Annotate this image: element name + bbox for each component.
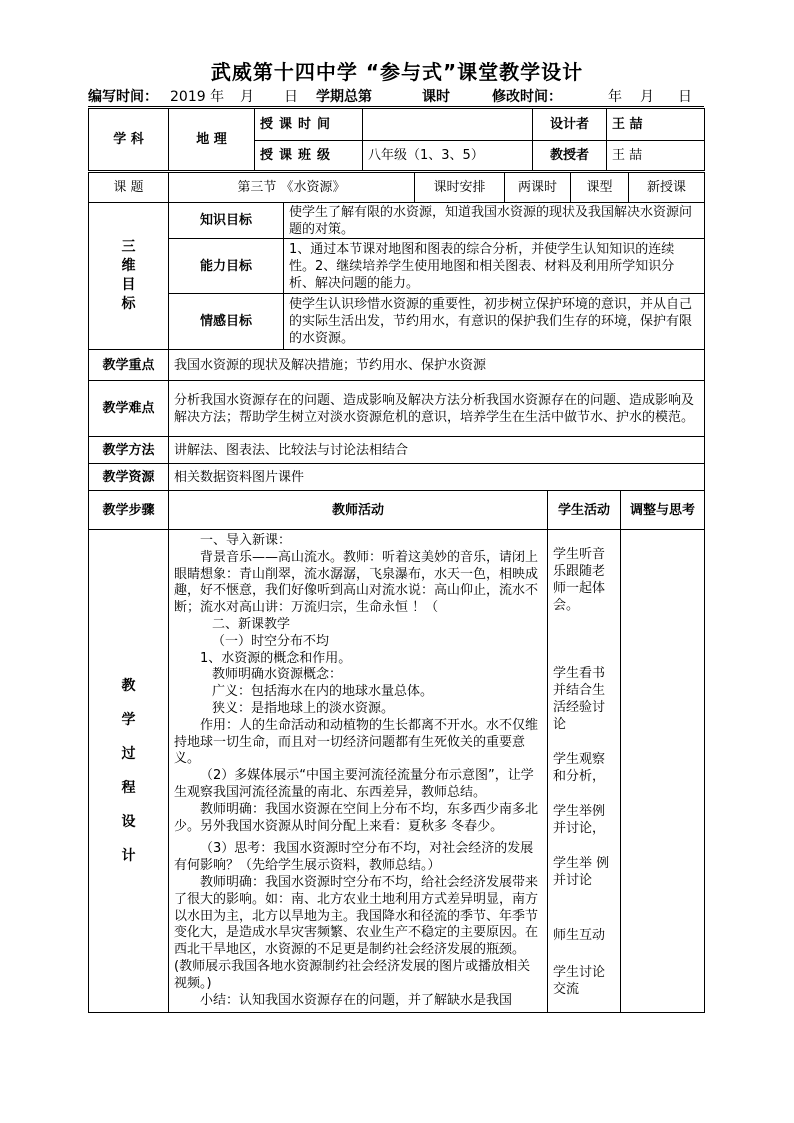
emotion-goal-label: 情感目标 (169, 294, 284, 350)
difficulty-label: 教学难点 (89, 381, 169, 437)
multimedia-paragraph: （2）多媒体展示“中国主要河流径流量分布示意图”，让学生观察我国河流径流量的南北、东西差异，教师总结。 (174, 768, 534, 800)
key-info-table (88, 349, 705, 491)
modify-month: 月 (640, 89, 654, 105)
type-value: 新授课 (629, 173, 705, 203)
topic-value: 第三节 《水资源》 (169, 173, 415, 203)
subject-label: 学 科 (89, 109, 169, 171)
new-lesson-heading: 二、新课教学 (212, 616, 291, 632)
teacher-label: 教授者 (533, 141, 607, 171)
knowledge-goal-label: 知识目标 (169, 203, 284, 239)
compile-time-label: 编写时间： (88, 89, 158, 105)
intro-paragraph: 背景音乐——高山流水。教师：听着这美妙的音乐，请闭上眼睛想象：青山削翠，流水潺潺，飞泉瀑布，水天一色，相映成趣，好不惬意，我们好像听到高山对流水说：高山仰止，流水不断；流水对高山讲：万流归宗，生命永恒 ！（ (174, 549, 539, 616)
student-activity-6: 师生互动 (553, 928, 606, 943)
compile-month: 月 (240, 89, 254, 105)
compile-year: 2019 年 (170, 89, 225, 105)
function-paragraph: 作用：人的生命活动和动植物的生长都离不开水。水不仅维持地球一切生命，而且对一切经济问题都有生死攸关的重要意义。 (174, 717, 539, 767)
concept-line: 教师明确水资源概念： (212, 667, 343, 683)
goals-table (88, 202, 705, 350)
steps-header: 教学步骤 (89, 491, 169, 530)
compile-day: 日 (284, 89, 298, 105)
meta-line (88, 86, 704, 107)
designer-value: 王 喆 (607, 109, 705, 141)
resource-label: 教学资源 (89, 464, 169, 491)
method-text: 讲解法、图表法、比较法与讨论法相结合 (169, 437, 705, 464)
think-paragraph: （3）思考：我国水资源时空分布不均，对社会经济的发展有何影响？（先给学生展示资料，教师总结。） (174, 841, 534, 874)
method-label: 教学方法 (89, 437, 169, 464)
modify-year: 年 (608, 89, 622, 105)
section-heading: （一）时空分布不均 (212, 633, 330, 649)
period-label: 学期总第 (316, 89, 372, 105)
broad-definition: 广义：包括海水在内的地球水量总体。 (212, 684, 434, 700)
time-label: 授课时间 (255, 109, 363, 141)
document-title: 武威第十四中学 “参与式”课堂教学设计 (210, 60, 584, 84)
class-hour-label: 课时 (422, 89, 450, 105)
summary-paragraph: 小结：认知我国水资源存在的问题，并了解缺水是我国 (200, 992, 513, 1008)
reflect-header: 调整与思考 (621, 491, 705, 530)
student-activity-4: 学生举例并讨论， (553, 804, 606, 836)
modify-time-label: 修改时间： (492, 89, 562, 105)
class-label: 授课班级 (255, 141, 363, 171)
student-activity-3: 学生观察和分析， (553, 752, 606, 784)
key-points-label: 教学重点 (89, 350, 169, 381)
student-activity-2: 学生看书并结合生活经验讨论 (553, 666, 606, 732)
topic-table (88, 172, 705, 203)
student-activity-1: 学生听音乐跟随老师一起体会。 (553, 547, 606, 613)
modify-day: 日 (678, 89, 692, 105)
teacher-activity-header: 教师活动 (169, 491, 548, 530)
ability-goal-label: 能力目标 (169, 239, 284, 294)
process-table (88, 490, 705, 1013)
teacher-activity-content (169, 530, 548, 1013)
student-activity-header: 学生活动 (548, 491, 621, 530)
time-value (363, 109, 533, 141)
subject-value: 地 理 (169, 109, 255, 171)
class-value: 八年级（1、3、5） (363, 141, 533, 171)
student-activity-content (548, 530, 621, 1013)
type-label: 课型 (571, 173, 629, 203)
emotion-goal-text: 使学生认识珍惜水资源的重要性，初步树立保护环境的意识，并从自己的实际生活出发，节约用水，有意识的保护我们生存的环境，保护有限的水资源。 (284, 294, 705, 350)
student-activity-5: 学生举 例并讨论 (553, 856, 610, 888)
topic-label: 课 题 (89, 173, 169, 203)
intro-heading: 一、导入新课： (200, 533, 292, 548)
process-design-label: 教 学 过 程 设 计 (89, 530, 169, 1013)
impact-paragraph: 教师明确：我国水资源时空分布不均，给社会经济发展带来了很大的影响。如：南、北方农业土地利用方式差异明显，南方以水田为主，北方以旱地为主。我国降水和径流的季节、年季节变化大，是造成水旱灾害频繁、农业生产不稳定的主要原因。在西北干旱地区，水资源的不足更是制约社会经济发展的瓶颈。(教师展示我国各地水资源制约社会经济发展的图片或播放相关视频。) (174, 874, 539, 991)
reflect-content (621, 530, 705, 1013)
schedule-value: 两课时 (505, 173, 571, 203)
resource-text: 相关数据资料图片课件 (169, 464, 705, 491)
difficulty-text: 分析我国水资源存在的问题、造成影响及解决方法分析我国水资源存在的问题、造成影响及解决方法；帮助学生树立对淡水资源危机的意识，培养学生在生活中做节水、护水的模范。 (169, 381, 705, 437)
student-activity-7: 学生讨论交流 (553, 965, 606, 997)
teacher-value: 王 喆 (607, 141, 705, 171)
designer-label: 设计者 (533, 109, 607, 141)
narrow-definition: 狭义：是指地球上的淡水资源。 (212, 700, 395, 716)
knowledge-goal-text: 使学生了解有限的水资源，知道我国水资源的现状及我国解决水资源问题的对策。 (284, 203, 705, 239)
schedule-label: 课时安排 (415, 173, 505, 203)
key-points-text: 我国水资源的现状及解决措施；节约用水、保护水资源 (169, 350, 705, 381)
info-table (88, 108, 705, 171)
three-dim-goals-label: 三 维 目 标 (89, 203, 169, 350)
ability-goal-text: 1、通过本节课对地图和图表的综合分析，并使学生认知知识的连续性。2、继续培养学生使用地图和相关图表、材料及利用所学知识分析、解决问题的能力。 (284, 239, 705, 294)
teacher-clarify-paragraph: 教师明确：我国水资源在空间上分布不均，东多西少南多北少。另外我国水资源从时间分配上来看：夏秋多 冬春少。 (174, 801, 539, 834)
subsection-heading: 1、水资源的概念和作用。 (200, 650, 352, 666)
